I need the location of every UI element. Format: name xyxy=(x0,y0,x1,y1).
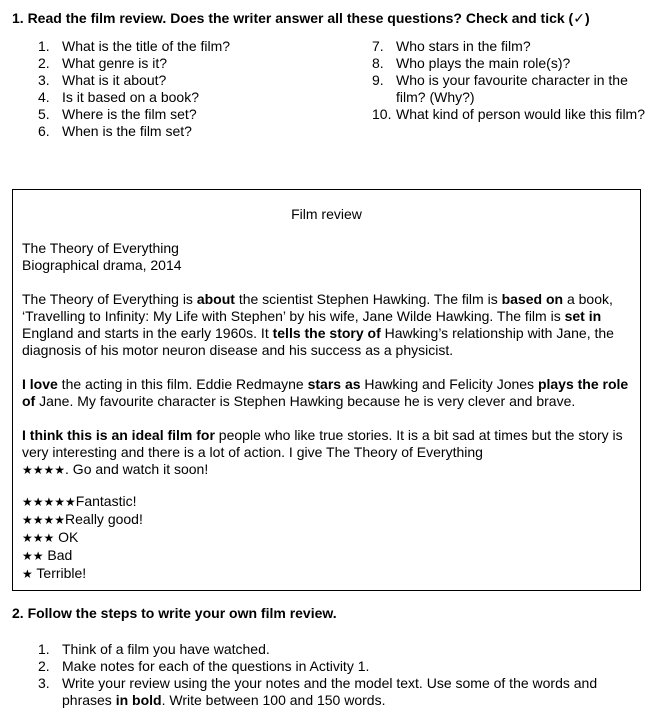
step-text: Make notes for each of the questions in Activity 1. xyxy=(62,658,370,674)
question-text: Is it based on a book? xyxy=(62,89,199,105)
star-icons: ★★★★★ xyxy=(22,494,76,509)
step-number: 1. xyxy=(38,641,50,657)
question-text: What is it about? xyxy=(62,72,167,88)
question-item xyxy=(38,72,372,89)
question-item xyxy=(38,89,372,106)
question-item xyxy=(372,38,645,55)
questions-right-column xyxy=(372,38,645,140)
rating-label: Bad xyxy=(43,546,73,563)
steps-list xyxy=(12,641,641,709)
question-text: What is the title of the film? xyxy=(62,38,231,54)
rating-item xyxy=(22,565,631,583)
question-number: 3. xyxy=(38,72,50,88)
question-text: Who stars in the film? xyxy=(396,38,531,54)
rating-label: Fantastic! xyxy=(75,492,137,509)
review-paragraph-plot: The Theory of Everything is about the scientist Stephen Hawking. The film is based on a book, ‘Travelling to Infinity: My Life with Stephen’ by his wife, Jane Wilde Hawking. The film is set in England and starts in the early 1960s. It tells the story of Hawking’s relationship with Jane, the diagnosis of his motor neuron disease and his success as a physicist. xyxy=(22,290,614,358)
film-title-line: The Theory of Everything xyxy=(22,239,179,256)
activity1-heading: 1. Read the film review. Does the writer answer all these questions? Check and tick (✓) xyxy=(12,10,590,26)
question-text: When is the film set? xyxy=(62,123,192,139)
review-paragraph-cast: I love the acting in this film. Eddie Redmayne stars as Hawking and Felicity Jones plays the role of Jane. My favourite character is Stephen Hawking because he is very clever and brave. xyxy=(22,375,629,409)
rating-item xyxy=(22,547,631,565)
question-number: 1. xyxy=(38,38,50,54)
step-text: Write your review using the your notes and the model text. Use some of the words and phrases in bold. Write between 100 and 150 words. xyxy=(62,675,598,708)
question-number: 6. xyxy=(38,123,50,139)
star-icons: ★★ xyxy=(22,548,44,563)
question-number: 5. xyxy=(38,106,50,122)
rating-label: Terrible! xyxy=(32,564,87,581)
rating-item xyxy=(22,511,631,529)
rating-label: OK xyxy=(54,528,79,545)
question-number: 4. xyxy=(38,89,50,105)
question-text: Who plays the main role(s)? xyxy=(396,55,571,71)
question-text: What kind of person would like this film? xyxy=(396,106,645,122)
question-number: 8. xyxy=(372,55,384,71)
question-number: 10. xyxy=(372,106,392,122)
questions-section xyxy=(12,38,645,140)
question-text: What genre is it? xyxy=(62,55,168,71)
rating-label: Really good! xyxy=(65,510,143,527)
rating-item xyxy=(22,529,631,547)
question-item xyxy=(372,72,645,106)
question-item xyxy=(372,55,645,72)
step-item xyxy=(38,675,641,709)
star-icons: ★ xyxy=(22,566,33,581)
ratings-legend xyxy=(22,493,631,583)
step-item xyxy=(38,658,641,675)
question-item xyxy=(38,106,372,123)
step-item xyxy=(38,641,641,658)
step-number: 2. xyxy=(38,658,50,674)
question-item xyxy=(38,55,372,72)
review-paragraph-opinion: I think this is an ideal film for people who like true stories. It is a bit sad at times but the story is very interesting and there is a lot of action. I give The Theory of Everything ★★★★. Go and watch it soon! xyxy=(22,426,623,477)
question-number: 7. xyxy=(372,38,384,54)
review-box-title: Film review xyxy=(291,205,362,222)
activity2-heading: 2. Follow the steps to write your own film review. xyxy=(12,605,337,621)
question-item xyxy=(372,106,645,123)
question-number: 9. xyxy=(372,72,384,88)
rating-item xyxy=(22,493,631,511)
question-text: Who is your favourite character in the film? (Why?) xyxy=(396,72,628,105)
question-item xyxy=(38,123,372,140)
star-icons: ★★★★ xyxy=(22,512,66,527)
question-text: Where is the film set? xyxy=(62,106,197,122)
question-item xyxy=(38,38,372,55)
questions-left-column xyxy=(38,38,372,140)
star-icons: ★★★ xyxy=(22,530,55,545)
step-text: Think of a film you have watched. xyxy=(62,641,270,657)
question-number: 2. xyxy=(38,55,50,71)
step-number: 3. xyxy=(38,675,50,691)
film-genre-year-line: Biographical drama, 2014 xyxy=(22,256,182,273)
film-review-box xyxy=(12,189,641,591)
